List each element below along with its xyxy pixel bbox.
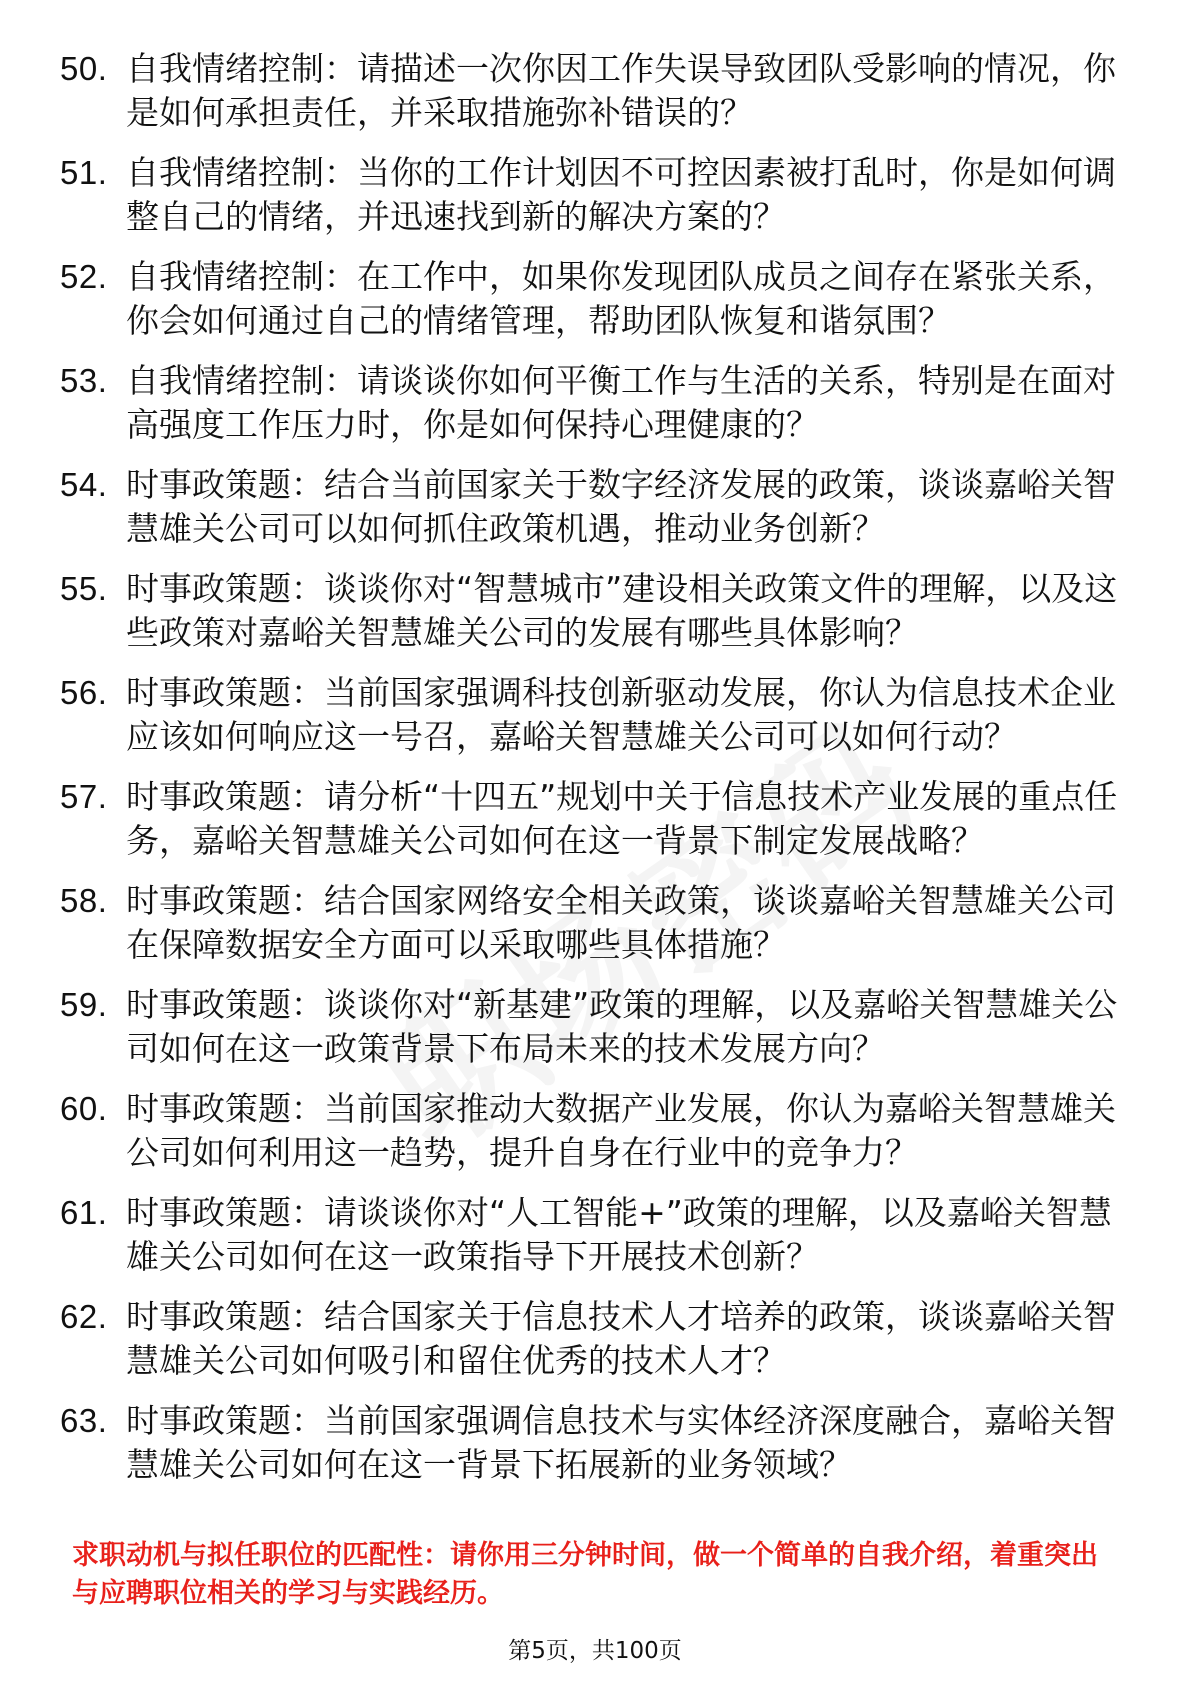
question-text: 自我情绪控制：在工作中，如果你发现团队成员之间存在紧张关系，你会如何通过自己的情绪管理，帮助团队恢复和谐氛围？ [126, 257, 1116, 340]
question-text: 自我情绪控制：请描述一次你因工作失误导致团队受影响的情况，你是如何承担责任，并采取措施弥补错误的？ [126, 49, 1116, 132]
question-number: 60. [60, 1090, 108, 1127]
question-text: 时事政策题：谈谈你对“新基建”政策的理解，以及嘉峪关智慧雄关公司如何在这一政策背景下布局未来的技术发展方向？ [126, 985, 1118, 1068]
question-text: 时事政策题：请谈谈你对“人工智能+”政策的理解，以及嘉峪关智慧雄关公司如何在这一政策指导下开展技术创新？ [126, 1193, 1112, 1276]
highlight-question: 求职动机与拟任职位的匹配性：请你用三分钟时间，做一个简单的自我介绍，着重突出与应聘职位相关的学习与实践经历。 [72, 1540, 1098, 1609]
question-text: 时事政策题：请分析“十四五”规划中关于信息技术产业发展的重点任务，嘉峪关智慧雄关公司如何在这一背景下制定发展战略？ [126, 777, 1118, 860]
question-number: 57. [60, 778, 108, 815]
question-text: 自我情绪控制：当你的工作计划因不可控因素被打乱时，你是如何调整自己的情绪，并迅速找到新的解决方案的？ [126, 153, 1116, 236]
question-text: 时事政策题：当前国家强调信息技术与实体经济深度融合，嘉峪关智慧雄关公司如何在这一背景下拓展新的业务领域？ [126, 1401, 1116, 1484]
question-number: 54. [60, 466, 108, 503]
question-item [60, 671, 1120, 759]
question-item [60, 1295, 1120, 1383]
question-item [60, 151, 1120, 239]
question-number: 51. [60, 154, 108, 191]
question-item [60, 47, 1120, 135]
question-number: 63. [60, 1402, 108, 1439]
question-item [60, 775, 1120, 863]
question-text: 时事政策题：谈谈你对“智慧城市”建设相关政策文件的理解，以及这些政策对嘉峪关智慧雄关公司的发展有哪些具体影响？ [126, 569, 1118, 652]
question-list [60, 47, 1120, 1503]
question-number: 55. [60, 570, 108, 607]
question-item [60, 1399, 1120, 1487]
question-item [60, 1087, 1120, 1175]
question-number: 50. [60, 50, 108, 87]
question-text: 自我情绪控制：请谈谈你如何平衡工作与生活的关系，特别是在面对高强度工作压力时，你是如何保持心理健康的？ [126, 361, 1116, 444]
question-number: 61. [60, 1194, 108, 1231]
page-footer: 第5页，共100页 [508, 1638, 682, 1664]
question-item [60, 359, 1120, 447]
question-text: 时事政策题：结合当前国家关于数字经济发展的政策，谈谈嘉峪关智慧雄关公司可以如何抓住政策机遇，推动业务创新？ [126, 465, 1116, 548]
question-text: 时事政策题：当前国家强调科技创新驱动发展，你认为信息技术企业应该如何响应这一号召，嘉峪关智慧雄关公司可以如何行动？ [126, 673, 1116, 756]
question-number: 59. [60, 986, 108, 1023]
question-item [60, 879, 1120, 967]
question-number: 56. [60, 674, 108, 711]
question-item [60, 255, 1120, 343]
question-item [60, 463, 1120, 551]
question-item [60, 567, 1120, 655]
question-item [60, 983, 1120, 1071]
question-number: 62. [60, 1298, 108, 1335]
question-number: 53. [60, 362, 108, 399]
question-text: 时事政策题：结合国家网络安全相关政策，谈谈嘉峪关智慧雄关公司在保障数据安全方面可以采取哪些具体措施？ [126, 881, 1116, 964]
question-number: 52. [60, 258, 108, 295]
question-item [60, 1191, 1120, 1279]
question-text: 时事政策题：结合国家关于信息技术人才培养的政策，谈谈嘉峪关智慧雄关公司如何吸引和留住优秀的技术人才？ [126, 1297, 1116, 1380]
question-text: 时事政策题：当前国家推动大数据产业发展，你认为嘉峪关智慧雄关公司如何利用这一趋势，提升自身在行业中的竞争力？ [126, 1089, 1116, 1172]
question-number: 58. [60, 882, 108, 919]
